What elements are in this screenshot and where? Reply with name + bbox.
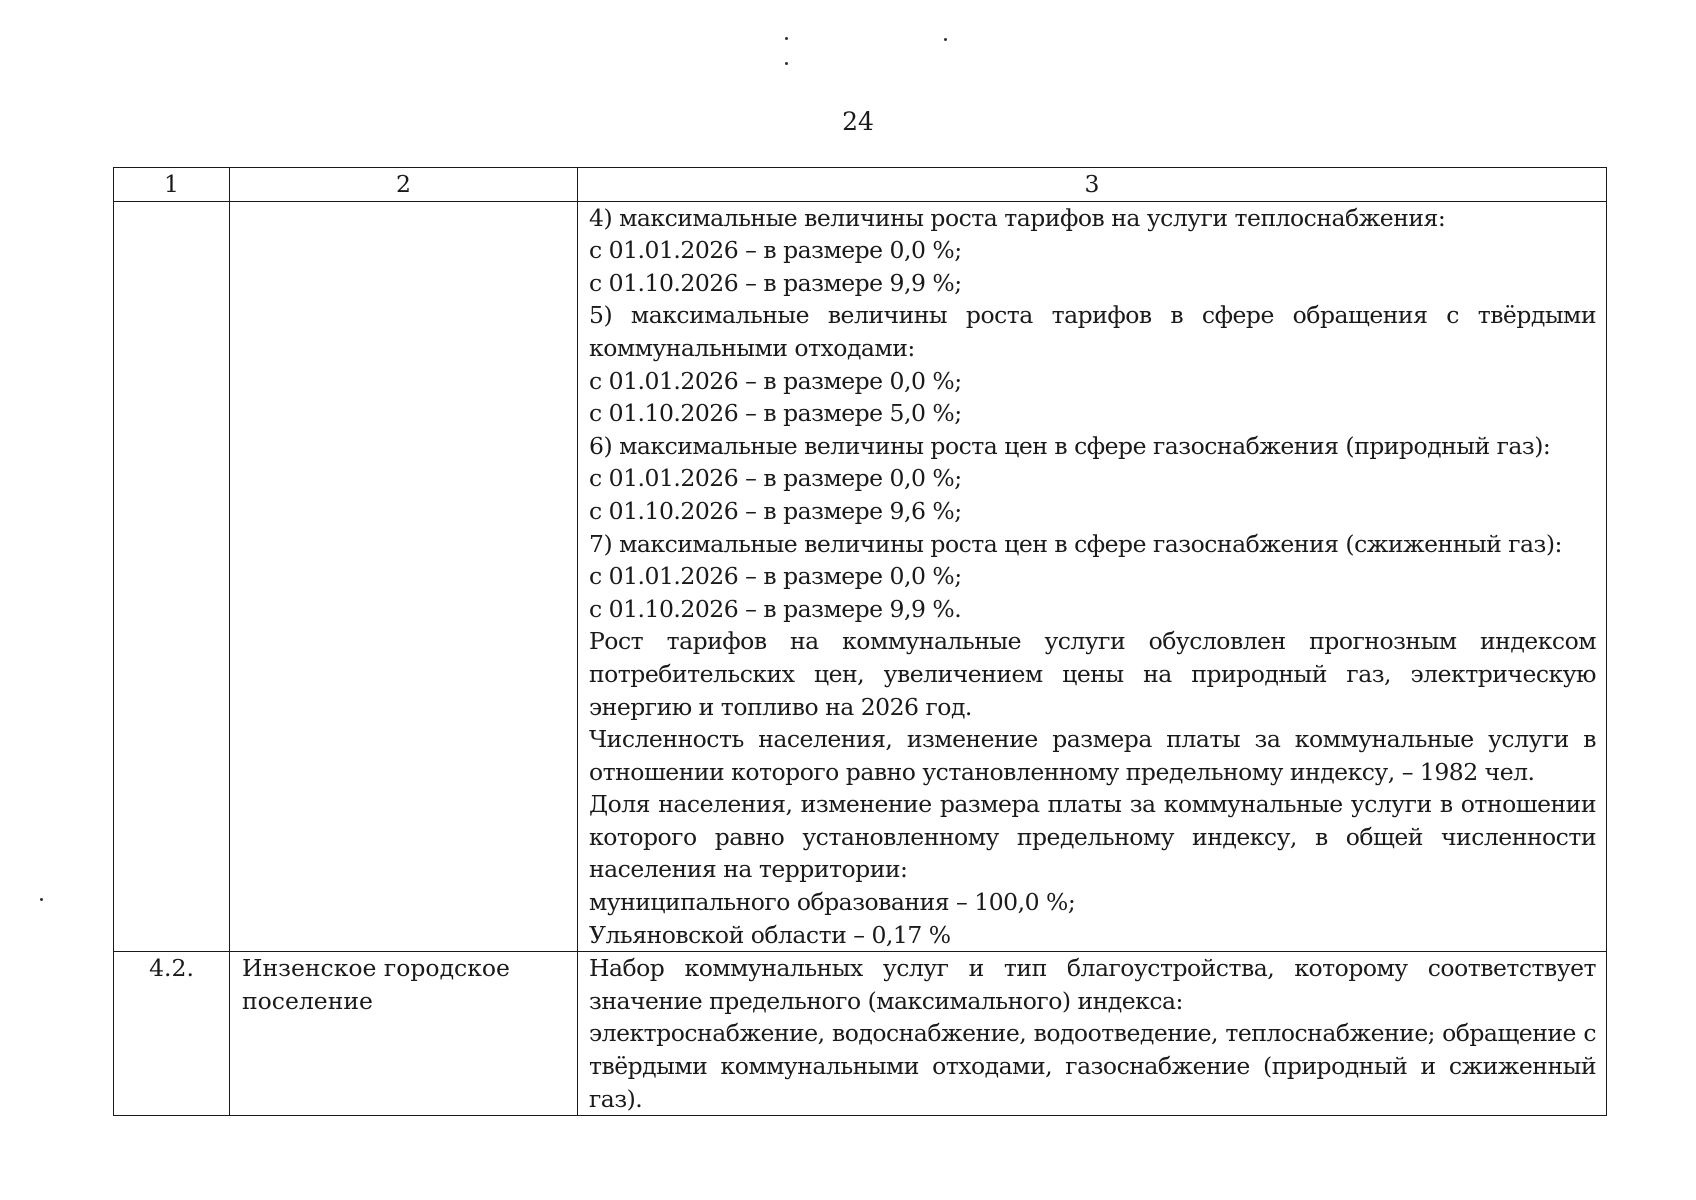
table-row-4-2 (114, 952, 1607, 1116)
text-line: муниципального образования – 100,0 %; (589, 888, 1076, 917)
row-number-cell (114, 201, 230, 952)
text-line: с 01.10.2026 – в размере 9,6 %; (589, 496, 962, 525)
continued-row-content (589, 202, 1596, 952)
header-cell-2: 2 (230, 168, 578, 202)
scan-speck (944, 38, 947, 41)
text-paragraph: Доля населения, изменение размера платы за коммунальные услуги в отношении которого равно установленному предельному индексу, в общей численности населения на территории: (589, 790, 1596, 884)
text-paragraph: 4) максимальные величины роста тарифов на услуги теплоснабжения: (589, 203, 1446, 232)
text-line: с 01.01.2026 – в размере 0,0 %; (589, 464, 962, 493)
text-paragraph: Рост тарифов на коммунальные услуги обусловлен прогнозным индексом потребительских цен, увеличением цены на природный газ, электрическую энергию и топливо на 2026 год. (589, 627, 1596, 721)
scan-speck (40, 898, 43, 901)
row-name-cell: Инзенское городское поселение (230, 952, 578, 1116)
text-line: с 01.01.2026 – в размере 0,0 %; (589, 562, 962, 591)
text-line: с 01.01.2026 – в размере 0,0 %; (589, 236, 962, 265)
row-4-2-content (589, 952, 1596, 1115)
text-line: с 01.10.2026 – в размере 5,0 %; (589, 399, 962, 428)
row-name-cell (230, 201, 578, 952)
header-cell-1: 1 (114, 168, 230, 202)
text-paragraph: 7) максимальные величины роста цен в сфере газоснабжения (сжиженный газ): (589, 529, 1562, 558)
scan-speck (785, 37, 788, 40)
text-paragraph: Численность населения, изменение размера платы за коммунальные услуги в отношении которого равно установленному предельному индексу, – 1982 чел. (589, 725, 1596, 786)
row-text-cell (578, 201, 1607, 952)
header-cell-3: 3 (578, 168, 1607, 202)
text-line: Ульяновской области – 0,17 % (589, 920, 951, 949)
table-header-row (114, 168, 1607, 202)
text-line: с 01.01.2026 – в размере 0,0 %; (589, 366, 962, 395)
row-text-cell (578, 952, 1607, 1116)
text-line: с 01.10.2026 – в размере 9,9 %. (589, 594, 962, 623)
text-line: с 01.10.2026 – в размере 9,9 %; (589, 268, 962, 297)
text-paragraph: 6) максимальные величины роста цен в сфере газоснабжения (природный газ): (589, 431, 1551, 460)
text-paragraph: электроснабжение, водоснабжение, водоотведение, теплоснабжение, обращение с твёрдыми коммунальными отходами, газоснабжение (природный и сжиженный газ). (589, 1019, 1596, 1113)
page-number: 24 (842, 107, 874, 136)
text-paragraph: 5) максимальные величины роста тарифов в сфере обращения с твёрдыми коммунальными отходами: (589, 301, 1596, 362)
table-row-continued (114, 201, 1607, 952)
scan-speck (785, 62, 788, 65)
tariff-table (113, 167, 1607, 1116)
row-number-cell: 4.2. (114, 952, 230, 1116)
text-paragraph: Набор коммунальных услуг и тип благоустройства, которому соответствует значение предельного (максимального) индекса: (589, 954, 1596, 1015)
